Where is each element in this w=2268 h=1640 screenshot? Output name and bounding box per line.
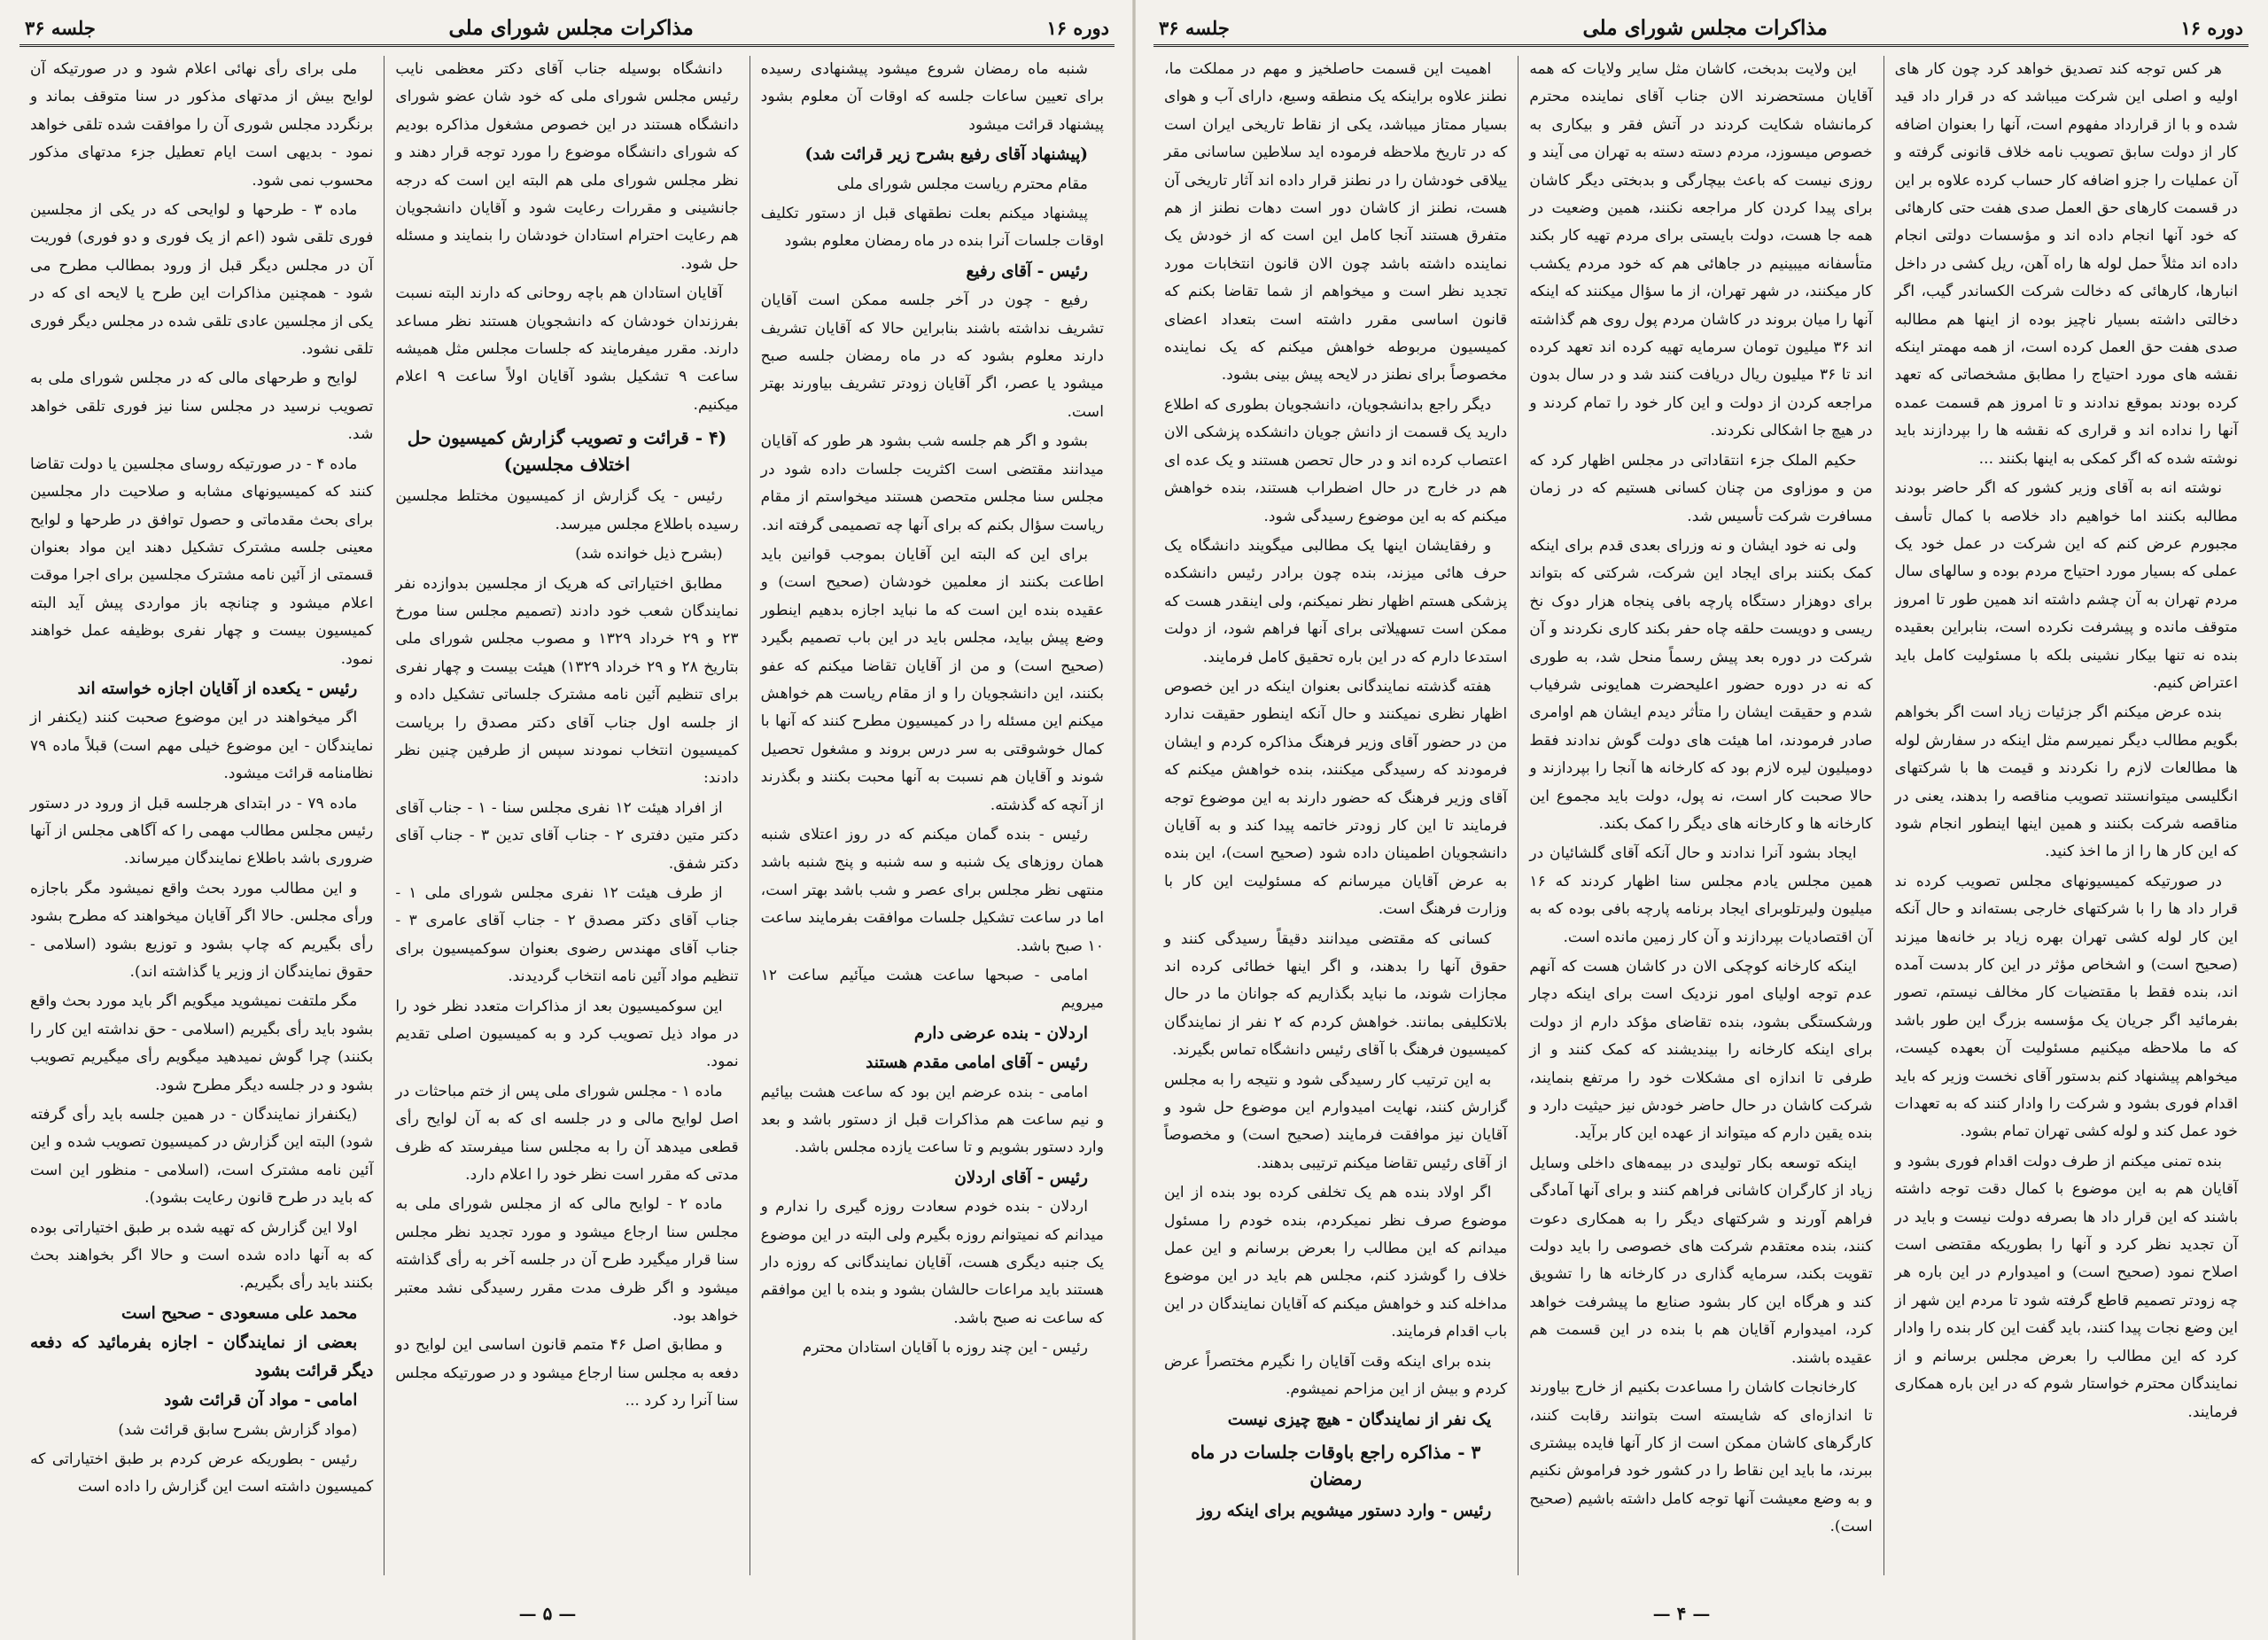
paragraph: دیگر راجع بدانشجویان، دانشجویان بطوری که اطلاع دارید یک قسمت از دانش جویان دانشکده پزشکی الان اعتصاب کرده اند و در حال تحصن هستند و یک عده ای هم در خارج در حال اضطراب هستند، بنده خواهش میکنم که به این موضوع رسیدگی شود. <box>1164 395 1508 525</box>
paragraph: اردلان - بنده خودم سعادت روزه گیری را ندارم و میدانم که نمیتوانم روزه بگیرم ولی البته در این موضوع یک جنبه دیگری هست، آقایان نمایندگانی که روزه دار هستند باید مراعات حالشان بشود و بنده با این موافقم که ساعت نه صبح باشد. <box>760 1198 1104 1327</box>
paragraph: به این ترتیب کار رسیدگی شود و نتیجه را به مجلس گزارش کنند، نهایت امیدوارم این موضوع حل شود و آقایان نیز موافقت فرمایند (صحیح است) و مخصوصاً از آقای رئیس تقاضا میکنم ترتیبی بدهند. <box>1164 1070 1508 1172</box>
paragraph: ماده ۳ - طرحها و لوایحی که در یکی از مجلسین فوری تلقی شود (اعم از یک فوری و دو فوری) فوریت آن در مجلس دیگر قبل از ورود بمطالب مطرح می شود - همچنین مذاکرات این طرح یا لایحه ای که در یکی از مجلسین عادی تلقی شده در مجلس دیگر فوری تلقی نشود. <box>30 201 374 359</box>
paragraph: اگر میخواهند در این موضوع صحبت کنند (یکنفر از نمایندگان - این موضوع خیلی مهم است) قبلاً ماده ۷۹ نظامنامه قرائت میشود. <box>30 709 374 783</box>
paragraph: (مواد گزارش بشرح سابق قرائت شد) <box>118 1420 358 1439</box>
paragraph: هفته گذشته نمایندگانی بعنوان اینکه در این خصوص اظهار نظری نمیکنند و حال آنکه اینطور حقیقت ندارد من در حضور آقای وزیر فرهنگ مذاکره کردم و ایشان فرمودند که رسیدگی میکنند، بنده خواهش میکنم که آقای وزیر فرهنگ که حضور دارند به این موضوع توجه فرمایند تا این کار زودتر خاتمه پیدا کند و به آقایان دانشجویان اطمینان داده شود (صحیح است)، این بنده به عرض آقایان میرسانم که مسئولیت این کار با وزارت فرهنگ است. <box>1164 677 1508 919</box>
paragraph: امامی - بنده عرضم این بود که ساعت هشت بیائیم و نیم ساعت هم مذاکرات قبل از دستور باشد و بعد وارد دستور بشویم و تا ساعت یازده مجلس باشد. <box>760 1083 1104 1157</box>
paragraph: دانشگاه بوسیله جناب آقای دکتر معظمی نایب رئیس مجلس شورای ملی که خود شان عضو شورای دانشگاه هستند در این خصوص مشغول مذاکره بودیم که شورای دانشگاه موضوع را مورد توجه قرار دهند و نظر مجلس شورای ملی هم البته این است که درجه جانشینی و مقررات رعایت شود و آقایان دانشجویان هم رعایت احترام استادان خودشان را بنمایند و مسئله حل شود. <box>395 60 739 273</box>
left-header-period: دوره ۱۶ <box>1046 16 1109 39</box>
paragraph: کسانی که مقتضی میدانند دقیقاً رسیدگی کنند و حقوق آنها را بدهند، و اگر اینها خطائی کرده اند مجازات شوند، ما نباید بگذاریم که جوانان ما در حال بلاتکلیفی بمانند. خواهش کردم که ۲ نفر از نمایندگان کمیسیون فرهنگ با آقای رئیس دانشگاه تماس بگیرند. <box>1164 929 1508 1060</box>
paragraph: حکیم الملک جزء انتقاداتی در مجلس اظهار کرد که من و موزاوی من چنان کسانی هستیم که در زمان مسافرت شرکت تأسیس شد. <box>1529 451 1873 525</box>
paragraph: این سوکمیسیون بعد از مذاکرات متعدد نظر خود را در مواد ذیل تصویب کرد و به کمیسیون اصلی تقدیم نمود. <box>395 997 739 1071</box>
paragraph: این ولایت بدبخت، کاشان مثل سایر ولایات که همه آقایان مستحضرند الان جناب آقای نماینده محترم کرمانشاه شکایت کردند در آتش فقر و بیکاری به خصوص میسوزد، مردم دسته دسته به تهران می آیند و روزی نیست که باعث بیچارگی و بدبختی دیگر کاشان برای پیدا کردن کار مراجعه نکنند، همین وضعیت در همه جا هست، دولت بایستی برای مردم تهیه کار بکند متأسفانه میبینیم در جاهائی هم که خود مردم یکشب کار میکنند، در شهر تهران، از ما سؤال میکنند که اینکه آنها را میان بروند در کاشان مردم پول روی هم گذاشته اند ۳۶ میلیون تومان سرمایه تهیه کرده اند تعهد کرده اند تا ۳۶ میلیون ریال دریافت کنند شد و در سال بدون مراجعه کردن از دولت و این کار خود را تمام کردند و در هیچ جا اشکالی نکردند. <box>1529 60 1873 440</box>
paragraph: لوایح و طرحهای مالی که در مجلس شورای ملی به تصویب نرسید در مجلس سنا نیز فوری تلقی خواهد شد. <box>30 369 374 444</box>
right-page-columns <box>1153 56 2249 1575</box>
paragraph: رئیس - این چند روزه با آقایان استادان محترم <box>802 1339 1088 1357</box>
paragraph: بنده برای اینکه وقت آقایان را نگیرم مختصراً عرض کردم و بیش از این مزاحم نمیشوم. <box>1164 1352 1508 1399</box>
section-heading: ۳ - مذاکره راجع باوقات جلسات در ماه رمضان <box>1191 1441 1481 1489</box>
paragraph: پیشنهاد میکنم بعلت نطقهای قبل از دستور تکلیف اوقات جلسات آنرا بنده در ماه رمضان معلوم بشود <box>760 205 1104 251</box>
paragraph: اهمیت این قسمت حاصلخیز و مهم در مملکت ما، نطنز علاوه براینکه یک منطقه وسیع، دارای آب و هوای بسیار ممتاز میباشد، یکی از نقاط تاریخی ایران است که در تاریخ ملاحظه فرموده اید سلاطین ساسانی مقر ییلاقی خودشان را در نطنز قرار داده اند آثار تاریخی آن هست، نطنز از کاشان دور است دهات نطنز از هم متفرق هستند آنجا کامل این است که از خودش یک نماینده داشته باشد چون الان قانون انتخابات مورد تجدید نظر است و میخواهم از شما تقاضا بکنم که قانون اساسی مقرر داشته است بتعداد اعضای کمیسیون مربوطه خواهش میکنم که یک نماینده مخصوصاً برای نطنز در لایحه پیش بینی بشود. <box>1164 60 1508 385</box>
paragraph: رئیس - آقای اردلان <box>954 1168 1088 1187</box>
paragraph: ماده ۱ - مجلس شورای ملی پس از ختم مباحثات در اصل لوایح مالی و در جلسه ای که به آن لوایح رأی قطعی میدهد آن را به مجلس سنا میفرستد که ظرف مدتی که مقرر است نظر خود را اعلام دارد. <box>395 1082 739 1185</box>
speaker-line: رئیس - وارد دستور میشویم برای اینکه روز <box>1197 1501 1492 1520</box>
paragraph: مقام محترم ریاست مجلس شورای ملی <box>836 175 1088 193</box>
paragraph: کارخانجات کاشان را مساعدت بکنیم از خارج بیاورند تا اندازه‌ای که شایسته است بتوانند رقابت کنند، کارگرهای کاشان ممکن است از کار آنها فایده بیشتری ببرند، ما باید این نقاط را در کشور خود فراموش نکنیم و به وضع معیشت آنها توجه کامل داشته باشیم (صحیح است). <box>1529 1379 1873 1536</box>
paragraph: رئیس - آقای امامی مقدم هستند <box>866 1053 1088 1073</box>
paragraph: ایجاد بشود آنرا ندادند و حال آنکه آقای گلشائیان در همین مجلس یادم مجلس سنا اظهار کردند که ۱۶ میلیون ولیرتلوبرای ایجاد برنامه پارچه بافی بوده که به آن اقتصادیات بپردازند و آن کار زمین مانده است. <box>1529 844 1873 946</box>
paragraph: (بشرح ذیل خوانده شد) <box>575 545 723 564</box>
paragraph: رئیس - یک گزارش از کمیسیون مختلط مجلسین رسیده باطلاع مجلس میرسد. <box>395 487 739 533</box>
right-page-header <box>1153 14 2249 47</box>
paragraph: ولی نه خود ایشان و نه وزرای بعدی قدم برای اینکه کمک بکنند برای ایجاد این شرکت، شرکتی که بتواند برای دوهزار دستگاه پارچه بافی پنجاه هزار دوک نخ ریسی و دویست حلقه چاه حفر بکند کاری نکردند و آن شرکت در دوره بعد پیش رسماً منحل شد، به طوری که نه در دوره حضور اعلیحضرت همایونی شرفیاب شدم و حقیقت ایشان را متأثر دیدم ایشان هم اوامری صادر فرمودند، اما هیئت های دولت گوش ندادند فقط دومیلیون لیره لازم بود که کارخانه ها آنجا را بپردازند و حالا صحبت کار است، نه پول، دولت باید مجموع این کارخانه ها و کارخانه های دیگر را کمک بکند. <box>1529 536 1873 833</box>
paragraph: اولا این گزارش که تهیه شده بر طبق اختیاراتی بوده که به آنها داده شده است و حالا اگر بخواهند بحث بکنند باید رأی بگیریم. <box>30 1218 374 1293</box>
paragraph: امامی - مواد آن قرائت شود <box>164 1391 358 1411</box>
paragraph: ماده ۴ - در صورتیکه روسای مجلسین یا دولت تقاضا کنند که کمیسیونهای مشابه و صلاحیت دار مجلسین برای بحث مقدماتی و حصول توافق در طرحها و لوایح معینی جلسه مشترک تشکیل دهند این مواد بعنوان قسمتی از آئین نامه مشترک مجلسین برای اجرا موقت اعلام میشود و چنانچه باز مواردی پیش آید البته کمیسیون بیست و چهار نفری بوظیفه عمل خواهند نمود. <box>30 455 374 668</box>
paragraph: رئیس - بنده گمان میکنم که در روز اعتلای شنبه همان روزهای یک شنبه و سه شنبه و پنج شنبه باشد منتهی نظر مجلس برای عصر و شب باشد بهتر است، اما در ساعت تشکیل جلسات موافقت بفرمایند ساعت ۱۰ صبح باشد. <box>760 825 1104 955</box>
paragraph: محمد علی مسعودی - صحیح است <box>121 1303 358 1323</box>
paragraph: رئیس - بطوریکه عرض کردم بر طبق اختیاراتی که کمیسیون داشته است این گزارش را داده است <box>30 1450 374 1496</box>
paragraph: هر کس توجه کند تصدیق خواهد کرد چون کار های اولیه و اصلی این شرکت میباشد که در قرار داد قید شده و با از قرارداد مفهوم است، آنها را بعنوان اضافه کار از دولت سابق تصویب نامه خلاف قانونی گرفته و آن عملیات را جزو اضافه کار حساب کرده علاوه بر این در قسمت کارهای حق العمل صدی هفت حتی کارهائی که خود آنها انجام داده اند و مؤسسات دولتی انجام داده اند مثلاً حمل لوله ها راه آهن، ریل کشی در داخل انبارها، کارهائی که دخالت شرکت الکساندر گیب، اگر دخالتی داشته بسیار ناچیز بوده از اینها هم مطالبه صدی هفت حق العمل کرده است، از همه مهمتر اینکه نقشه های مورد احتیاج را مطابق مشخصاتی که تعهد کرده بودند بموقع ندادند و تا امروز هم قسمت عمده آنها را نداده اند و قراری که نقشه ها را بپردازند باید نوشته شده که اگر کمکی به اینها بکنند ... <box>1894 60 2238 468</box>
paragraph: اگر اولاد بنده هم یک تخلفی کرده بود بنده از این موضوع صرف نظر نمیکردم، بنده خودم را مسئول میدانم که این مطالب را بعرض برسانم و این عمل خلاف را گوشزد کنم، مجلس هم باید در این موضوع مداخله کند و خواهش میکنم که آقایان نمایندگان در این باب اقدام فرمایند. <box>1164 1184 1508 1341</box>
paragraph: و مطابق اصل ۴۶ متمم قانون اساسی این لوایح دو دفعه به مجلس سنا ارجاع میشود و در صورتیکه مجلس سنا آنرا رد کرد ... <box>395 1336 739 1411</box>
paragraph: ماده ۷۹ - در ابتدای هرجلسه قبل از ورود در دستور رئیس مجلس مطالب مهمی را که آگاهی مجلس از آنها ضروری باشد باطلاع نمایندگان میرساند. <box>30 794 374 868</box>
paragraph: اینکه کارخانه کوچکی الان در کاشان هست که آنهم عدم توجه اولیای امور نزدیک است برای اینکه دچار ورشکستگی بشود، بنده تقاضای مؤکد دارم از دولت برای اینکه کارخانه را بیندیشند که کمک کنند و از طرفی تا اندازه ای مشکلات خود را مرتفع بنمایند، شرکت کاشان در حال حاضر خودش نیز حیثیت دارد و بنده یقین دارم که میتواند از عهده این کار برآید. <box>1529 958 1873 1143</box>
paragraph: از افراد هیئت ۱۲ نفری مجلس سنا - ۱ - جناب آقای دکتر متین دفتری ۲ - جناب آقای تدین ۳ - جناب آقای دکتر شفق. <box>395 798 739 873</box>
paragraph: آقایان استادان هم باچه روحانی که دارند البته نسبت بفرزندان خودشان که دانشجویان هستند نظر مساعد دارند. مقرر میفرمایند که جلسات مجلس مثل همیشه ساعت ۹ تشکیل بشود آقایان اولاً ساعت ۹ اعلام میکنیم. <box>395 284 739 414</box>
paragraph: اینکه توسعه بکار تولیدی در بیمه‌های داخلی وسایل زیاد از کارگران کاشانی فراهم کنند و برای آنها آمادگی فراهم آورند و شرکتهای دیگر را به همکاری دعوت کنند، بنده معتقدم شرکت های خصوصی را باید دولت تقویت بکند، سرمایه گذاری در کارخانه ها را تشویق کند و هرگاه این کار بشود صنایع ما پیشرفت خواهد کرد، امیدوارم آقایان هم با بنده در این قسمت هم عقیده باشند. <box>1529 1154 1873 1367</box>
paragraph: شنبه ماه رمضان شروع میشود پیشنهادی رسیده برای تعیین ساعات جلسه که اوقات آن معلوم بشود پیشنهاد قرائت میشود <box>760 60 1104 134</box>
paragraph: مگر ملتفت نمیشوید میگویم اگر باید مورد بحث واقع بشود باید رأی بگیریم (اسلامی - حق نداشته این کار را بکنند) چرا گوش نمیدهید میگویم رأی میگیریم تصویب بشود و در جلسه دیگر مطرح شود. <box>30 992 374 1094</box>
left-col-2 <box>384 56 749 1575</box>
left-page-number: — ۵ — <box>518 1603 577 1624</box>
paragraph: بنده عرض میکنم اگر جزئیات زیاد است اگر بخواهم بگویم مطالب دیگر نمیرسم مثل اینکه در سفارش لوله ها مطالعات لازم را نکردند و قیمت ها با شرکتهای انگلیسی میتوانستند تصویب مناقصه را بدهند، یعنی در مناقصه شرکت بکنند و همین اینها اینطور انجام شود که این کار ها را از ما اخذ کنید. <box>1894 703 2238 861</box>
paragraph: بعضی از نمایندگان - اجازه بفرمائید که دفعه دیگر قرائت بشود <box>30 1333 374 1380</box>
paragraph: بنده تمنی میکنم از طرف دولت اقدام فوری بشود و آقایان هم به این موضوع با کمال دقت توجه داشته باشند که این قرار داد ها بصرفه دولت نیست و باید در آن تجدید نظر کرد و آنها را بطوریکه مقتضی است اصلاح نمود (صحیح است) و امیدوارم در این باره هر چه زودتر تصمیم قاطع گرفته شود تا مردم این شهر از این وضع نجات پیدا کنند، باید گفت این کار بنده را وادار کرد که این مطالب را بعرض مجلس برسانم و از نمایندگان محترم خواستار شوم که در این باره همکاری فرمایند. <box>1894 1152 2238 1421</box>
right-col-1 <box>1884 56 2249 1575</box>
paragraph: رئیس - یکعده از آقایان اجازه خواسته اند <box>77 679 358 698</box>
speaker-line: یک نفر از نمایندگان - هیچ چیزی نیست <box>1227 1410 1492 1429</box>
paragraph: ماده ۲ - لوایح مالی که از مجلس شورای ملی به مجلس سنا ارجاع میشود و مورد تجدید نظر مجلس سنا قرار میگیرد طرح آن در جلسه آخر به رأی گذاشته میشود و اگر ظرف مدت مقرر رسیدگی نشد معتبر خواهد بود. <box>395 1195 739 1325</box>
left-page-columns <box>19 56 1115 1575</box>
paragraph: مطابق اختیاراتی که هریک از مجلسین بدوازده نفر نمایندگان شعب خود دادند (تصمیم مجلس سنا مورخ ۲۳ و ۲۹ خرداد ۱۳۲۹ و مصوب مجلس شورای ملی بتاریخ ۲۸ و ۲۹ خرداد ۱۳۲۹) هیئت بیست و چهار نفری برای تنظیم آئین نامه مشترک جلساتی تشکیل داده و از جلسه اول جناب آقای دکتر مصدق را بریاست کمیسیون انتخاب نمودند سپس از طرفین چنین نظر دادند: <box>395 574 739 788</box>
paragraph: برای این که البته این آقایان بموجب قوانین باید اطاعت بکنند از معلمین خودشان (صحیح است) و عقیده بنده این است که ما نباید اجازه بدهیم اینطور وضع پیش بیاید، مجلس باید در این باب تصمیم بگیرد (صحیح است) و من از آقایان تقاضا میکنم که عفو بکنند، این دانشجویان را و از مقام ریاست هم خواهش میکنم این مسئله را در کمیسیون مطرح کنند که آنها با کمال خوشوقتی به سر درس بروند و مشغول تحصیل شوند و آقایان هم نسبت به آنها محبت بکنند و بگذرند از آنچه که گذشته. <box>760 545 1104 814</box>
left-header-title: مذاکرات مجلس شورای ملی <box>448 15 694 40</box>
paragraph: و این مطالب مورد بحث واقع نمیشود مگر باجازه ورأی مجلس. حالا اگر آقایان میخواهند که مطرح بشود رأی بگیریم که چاپ بشود و توزیع بشود (اسلامی - حقوق نمایندگان از وزیر یا گذاشته اند). <box>30 879 374 981</box>
paragraph: رئیس - آقای رفیع <box>966 261 1088 281</box>
paragraph: (پیشنهاد آقای رفیع بشرح زیر قرائت شد) <box>804 145 1088 165</box>
right-header-title: مذاکرات مجلس شورای ملی <box>1582 15 1828 40</box>
paragraph: در صورتیکه کمیسیونهای مجلس تصویب کرده ند قرار داد ها را با شرکتهای خارجی بسته‌اند و حال آنکه این کار لوله کشی تهران بهره زیاد بر خانه‌ها میزند (صحیح است) و اشخاص مؤثر در این کار بدست آمده اند، بنده فقط با مقتضیات کار مخالف نیستم، تصور بفرمائید اگر جریان یک مؤسسه بزرگ این طور باشد که ما ملاحظه میکنیم مسئولیت آن بعهده کیست، میخواهم پیشنهاد کنم بدستور آقای نخست وزیر که باید اقدام فوری بشود و شرکت را وادار کنند که به تعهدات خود عمل کند و لوله کشی تهران تمام بشود. <box>1894 872 2238 1141</box>
section-heading: (۴ - قرائت و تصویب گزارش کمیسیون حل اختلاف مجلسین) <box>407 427 727 476</box>
left-header-session: جلسه ۳۶ <box>25 16 96 39</box>
left-page-header <box>19 14 1115 47</box>
paragraph: بشود و اگر هم جلسه شب بشود هر طور که آقایان میدانند مقتضی است اکثریت جلسات داده شود در مجلس سنا مجلس متحصن هستند میخواستم از مقام ریاست سؤال بکنم که برای آنها چه تصمیمی گرفته اند. <box>760 432 1104 534</box>
right-header-period: دوره ۱۶ <box>2180 16 2243 39</box>
paragraph: و رفقایشان اینها یک مطالبی میگویند دانشگاه یک حرف هائی میزند، بنده چون برادر رئیس دانشکده پزشکی هستم اظهار نظر نمیکنم، ولی اینقدر هست که ممکن است تسهیلاتی برای آنها فراهم شود، از دولت استدعا دارم که در این باره تحقیق کامل فرمایند. <box>1164 536 1508 666</box>
left-col-3 <box>19 56 384 1575</box>
paragraph: (یکنفراز نمایندگان - در همین جلسه باید رأی گرفته شود) البته این گزارش در کمیسیون تصویب شده و این آئین نامه مشترک است، (اسلامی - منظور این است که باید در طرح قانون رعایت بشود). <box>30 1106 374 1208</box>
paragraph: امامی - صبحها ساعت هشت میآئیم ساعت ۱۲ میرویم <box>760 967 1104 1013</box>
right-col-3 <box>1153 56 1518 1575</box>
right-header-session: جلسه ۳۶ <box>1159 16 1230 39</box>
paragraph: رفیع - چون در آخر جلسه ممکن است آقایان تشریف نداشته باشند بنابراین حالا که آقایان تشریف دارند معلوم بشود که در ماه رمضان جلسه صبح میشود یا عصر، اگر آقایان زودتر تشریف بیاورند بهتر است. <box>760 291 1104 421</box>
right-page-number: — ۴ — <box>1652 1603 1711 1624</box>
right-col-2 <box>1518 56 1883 1575</box>
paragraph: ملی برای رأی نهائی اعلام شود و در صورتیکه آن لوایح بیش از مدتهای مذکور در سنا متوقف بماند و برنگردد مجلس شوری آن را موافقت شده تلقی خواهد نمود - بدیهی است ایام تعطیل جزء مدتهای مذکور محسوب نمی شود. <box>30 60 374 190</box>
paragraph: نوشته انه به آقای وزیر کشور که اگر حاضر بودند مطالبه بکنند اما خواهیم داد خلاصه با کمال تأسف مجبورم عرض کنم که این شرکت در عمل خود یک عملی که بسیار مورد احتیاج مردم بوده و سالهای سال مردم تهران به آن چشم داشته اند همین طور تا امروز متوقف مانده و پیشرفت نکرده است، بنابراین بعقیده بنده نه تنها بیکار نشینی بلکه با مسئولیت کامل باید اعتراض کنیم. <box>1894 479 2238 692</box>
left-col-1 <box>750 56 1115 1575</box>
paragraph: اردلان - بنده عرضی دارم <box>913 1023 1088 1043</box>
paragraph: از طرف هیئت ۱۲ نفری مجلس شورای ملی ۱ - جناب آقای دکتر مصدق ۲ - جناب آقای عامری ۳ - جناب آقای مهندس رضوی بعنوان سوکمیسیون برای تنظیم مواد آئین نامه انتخاب گردیدند. <box>395 883 739 986</box>
right-page <box>1134 0 2268 1640</box>
